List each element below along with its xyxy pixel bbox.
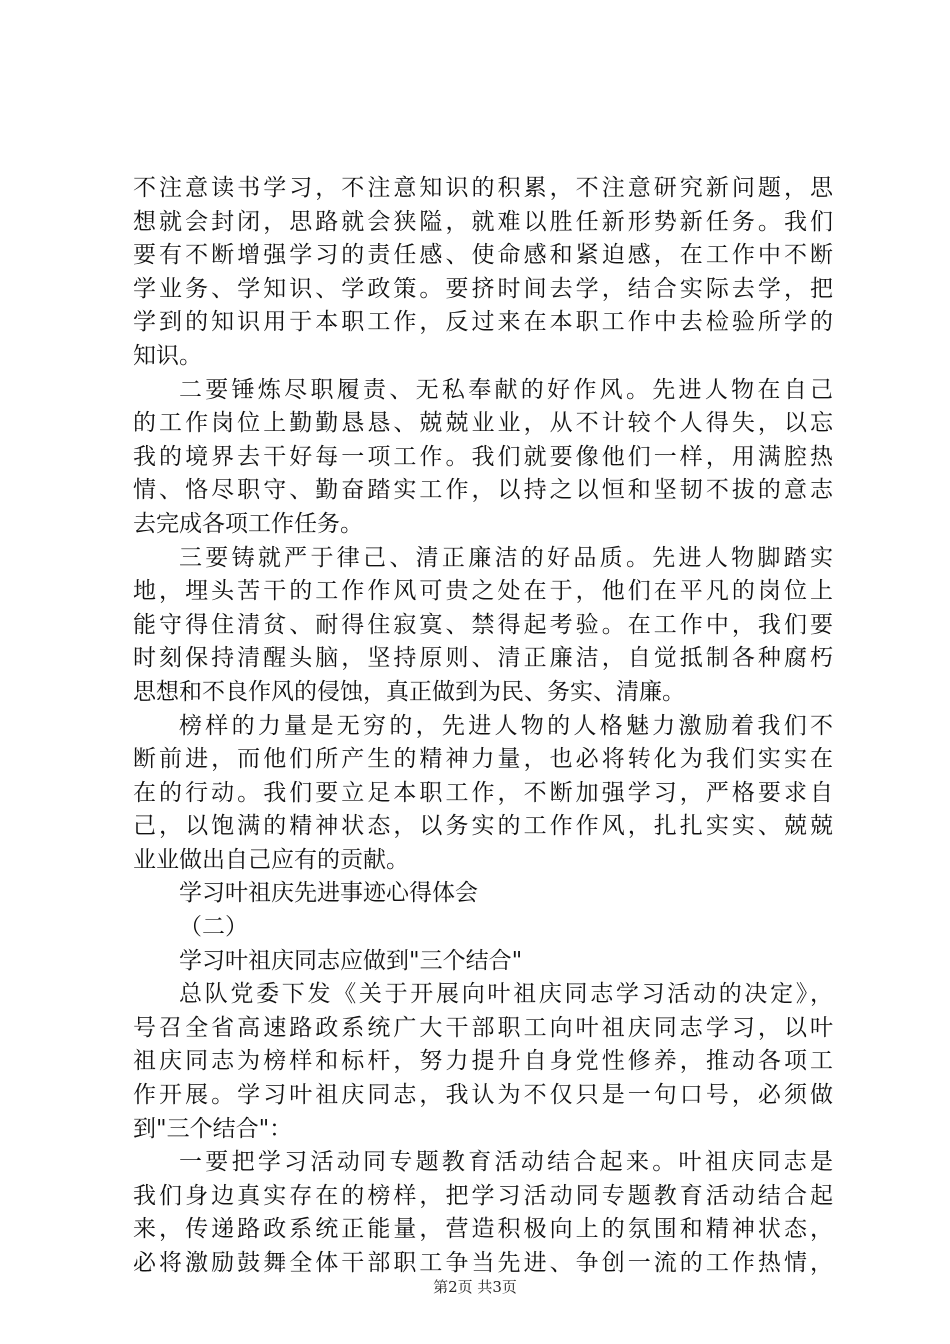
text-line: 不注意读书学习，不注意知识的积累，不注意研究新问题，思: [133, 175, 833, 201]
text-line: 榜样的力量是无穷的，先进人物的人格魅力激励着我们不: [179, 712, 833, 739]
text-line: 己，以饱满的精神状态，以务实的工作作风，扎扎实实、兢兢: [133, 813, 833, 840]
text-line: 来，传递路政系统正能量，营造积极向上的氛围和精神状态，: [133, 1216, 833, 1243]
text-line: 祖庆同志为榜样和标杆，努力提升自身党性修养，推动各项工: [133, 1048, 833, 1075]
text-line: 能守得住清贫、耐得住寂寞、禁得起考验。在工作中，我们要: [133, 611, 833, 638]
text-line: 一要把学习活动同专题教育活动结合起来。叶祖庆同志是: [179, 1149, 833, 1176]
text-line: 知识。: [133, 342, 202, 369]
text-line: 作开展。学习叶祖庆同志，我认为不仅只是一句口号，必须做: [133, 1082, 833, 1109]
text-line: 二要锤炼尽职履责、无私奉献的好作风。先进人物在自己: [179, 376, 833, 403]
text-line: 时刻保持清醒头脑，坚持原则、清正廉洁，自觉抵制各种腐朽: [133, 645, 833, 672]
page-number: 第2页 共3页: [433, 1278, 517, 1296]
text-line: 号召全省高速路政系统广大干部职工向叶祖庆同志学习，以叶: [133, 1014, 833, 1041]
text-line: 我的境界去干好每一项工作。我们就要像他们一样，用满腔热: [133, 443, 833, 470]
text-line: 必将激励鼓舞全体干部职工争当先进、争创一流的工作热情，: [133, 1250, 833, 1276]
text-line: 地，埋头苦干的工作作风可贵之处在于，他们在平凡的岗位上: [133, 578, 833, 605]
text-line: 学到的知识用于本职工作，反过来在本职工作中去检验所学的: [133, 309, 833, 336]
text-line: （二）: [179, 914, 248, 941]
text-line: 思想和不良作风的侵蚀，真正做到为民、务实、清廉。: [133, 678, 685, 705]
text-line: 想就会封闭，思路就会狭隘，就难以胜任新形势新任务。我们: [133, 208, 833, 235]
text-line: 三要铸就严于律己、清正廉洁的好品质。先进人物脚踏实: [179, 544, 833, 571]
text-line: 的工作岗位上勤勤恳恳、兢兢业业，从不计较个人得失，以忘: [133, 410, 833, 437]
document-body: [133, 172, 833, 1281]
text-line: 总队党委下发《关于开展向叶祖庆同志学习活动的决定》，: [179, 981, 833, 1008]
text-line: 在的行动。我们要立足本职工作，不断加强学习，严格要求自: [133, 779, 833, 806]
text-line: 要有不断增强学习的责任感、使命感和紧迫感，在工作中不断: [133, 242, 833, 269]
text-line: 学习叶祖庆先进事迹心得体会: [179, 880, 478, 907]
text-line: 我们身边真实存在的榜样，把学习活动同专题教育活动结合起: [133, 1182, 833, 1209]
text-line: 断前进，而他们所产生的精神力量，也必将转化为我们实实在: [133, 746, 833, 773]
text-line: 学习叶祖庆同志应做到"三个结合": [179, 947, 523, 974]
text-line: 到"三个结合"：: [133, 1115, 293, 1142]
text-line: 业业做出自己应有的贡献。: [133, 846, 409, 873]
text-line: 情、恪尽职守、勤奋踏实工作，以持之以恒和坚韧不拔的意志: [133, 477, 833, 504]
text-line: 学业务、学知识、学政策。要挤时间去学，结合实际去学，把: [133, 275, 833, 302]
text-line: 去完成各项工作任务。: [133, 510, 363, 537]
